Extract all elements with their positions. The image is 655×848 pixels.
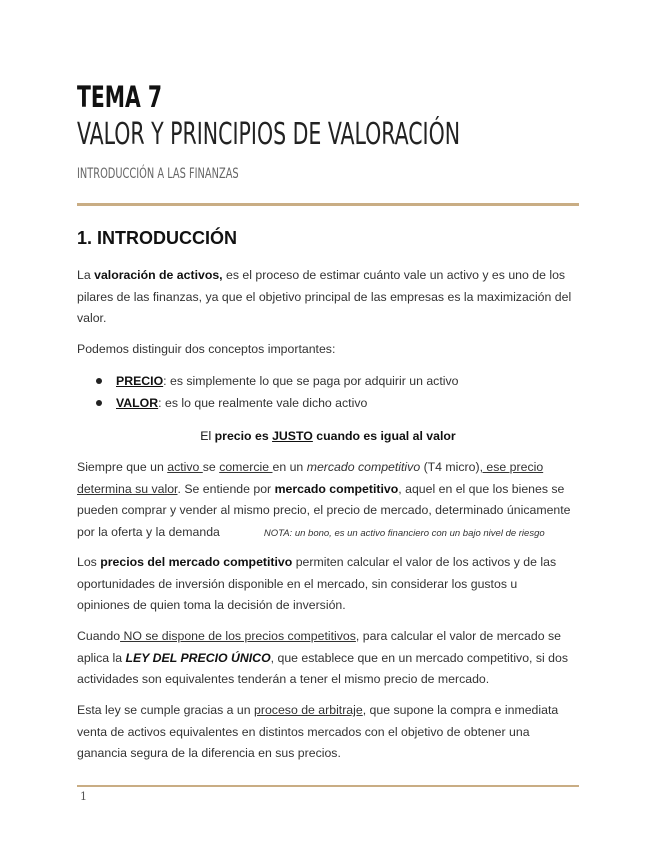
document-subtitle: INTRODUCCIÓN A LAS FINANZAS [77,166,239,182]
header-divider [77,203,579,206]
text-line: Podemos distinguir dos conceptos importantes: [77,342,336,356]
text: Siempre que un [77,460,168,474]
tema-label: TEMA 7 [77,80,163,114]
italic-text: mercado competitivo [306,460,421,474]
text-line: pilares de las finanzas, ya que el objetivo principal de las empresas es la maximización del [77,289,572,304]
paragraph-conceptos [77,339,579,361]
underlined-text: proceso de arbitraje [254,703,363,717]
text: es el proceso de estimar cuánto vale un activo y es uno de los [222,268,566,282]
bold-italic-term: LEY DEL PRECIO ÚNICO [125,650,271,665]
bullet-text: : es lo que realmente vale dicho activo [158,396,368,410]
paragraph-valoracion [77,265,579,330]
text: , aquel en el que los bienes se [398,481,565,496]
bullet-icon [96,400,102,406]
text: Esta ley se cumple gracias a un [77,703,255,717]
bold-term: mercado competitivo [274,481,399,496]
text-line: actividades son equivalentes tenderán a tener el mismo precio de mercado. [77,672,490,686]
text: (T4 micro) [420,460,480,474]
text: Los [77,555,101,569]
text: cuando es igual al valor [312,429,456,443]
text: permiten calcular el valor de los activos y de las [292,555,557,569]
text-line: ganancia segura de la diferencia en sus precios. [77,746,341,760]
paragraph-arbitraje [77,700,579,765]
text-line: venta de activos equivalentes en distintos mercados con el objetivo de obtener una [77,724,530,739]
underlined-text: determina su valor [77,481,178,496]
callout-precio-justo [77,429,579,443]
paragraph-ley-precio-unico [77,626,579,691]
text: , que supone la compra e inmediata [362,703,559,717]
paragraph-precios-mercado [77,552,579,617]
document-title: VALOR Y PRINCIPIOS DE VALORACIÓN [77,117,461,152]
text-line: oportunidades de inversión disponible en el mercado, sin considerar los gustos u [77,576,518,591]
text: precio es [214,429,273,443]
underlined-text: activo [167,460,203,474]
text: El [200,429,215,443]
underlined-text: , ese precio [479,460,544,474]
bullet-icon [96,378,102,384]
text-line: opiniones de quien toma la decisión de inversión. [77,598,346,612]
note: NOTA: un bono, es un activo financiero con un bajo nivel de riesgo [263,527,545,539]
section-heading: 1. INTRODUCCIÓN [77,228,238,248]
underlined-text: NO se dispone de los precios competitivos [120,629,356,643]
text: Cuando [77,629,121,643]
page-number: 1 [80,790,87,803]
paragraph-mercado-competitivo [77,457,579,544]
text: , que establece que en un mercado competitivo, si dos [270,650,568,665]
bold-term: precios del mercado competitivo [100,555,293,569]
bullet-text: : es simplemente lo que se paga por adquirir un activo [163,374,459,388]
text: . Se entiende por [177,481,275,496]
footer-divider [77,785,579,787]
text: en un [272,460,307,474]
list-item [96,393,367,415]
bullet-term: PRECIO [116,374,164,388]
list-item [96,371,458,393]
text: La [77,268,95,282]
text: aplica la [77,650,126,665]
underlined-text: comercie [219,460,273,474]
text: por la oferta y la demanda [77,524,220,539]
text: se [202,460,220,474]
text-line: valor. [77,311,107,325]
text: , para calcular el valor de mercado se [355,629,561,643]
bold-term: valoración de activos, [94,268,223,282]
text-line: pueden comprar y vender al mismo precio, el precio de mercado, determinado únicamente [77,503,571,517]
emphasis: JUSTO [272,429,313,443]
bullet-term: VALOR [116,396,159,410]
